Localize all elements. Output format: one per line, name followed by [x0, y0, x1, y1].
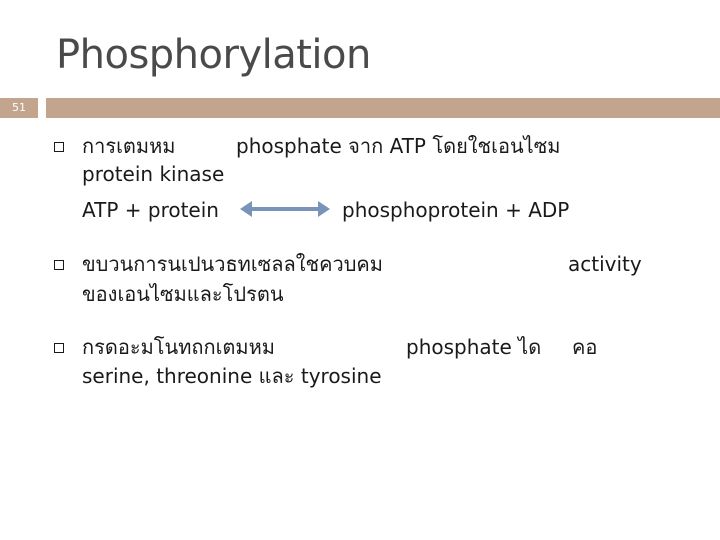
bullet-square-icon	[54, 260, 64, 270]
equation-left: ATP + protein	[82, 198, 219, 222]
bullet-3-line1-part1: กรดอะมโนทถกเตมหม	[82, 335, 275, 359]
bullet-1-line1-part2: phosphate จาก ATP โดยใชเอนไซม	[236, 134, 561, 158]
bullet-square-icon	[54, 343, 64, 353]
bullet-2-line1-part2: activity	[568, 252, 642, 276]
slide-title: Phosphorylation	[56, 32, 371, 78]
bullet-3-line1-part3: คอ	[572, 335, 598, 359]
bullet-square-icon	[54, 142, 64, 152]
bullet-3-line2: serine, threonine และ tyrosine	[82, 364, 382, 388]
equation-right: phosphoprotein + ADP	[342, 198, 570, 222]
bullet-3-line1-part2: phosphate ได	[406, 335, 542, 359]
double-headed-arrow-icon	[240, 198, 330, 220]
bullet-1-line1-part1: การเตมหม	[82, 134, 176, 158]
bullet-2-line1-part1: ขบวนการนเปนวธทเซลลใชควบคม	[82, 252, 383, 276]
slide-number-badge: 51	[0, 98, 38, 118]
bullet-1-line2: protein kinase	[82, 162, 225, 186]
bullet-2-line2: ของเอนไซมและโปรตน	[82, 282, 284, 306]
title-accent-bar	[46, 98, 720, 118]
